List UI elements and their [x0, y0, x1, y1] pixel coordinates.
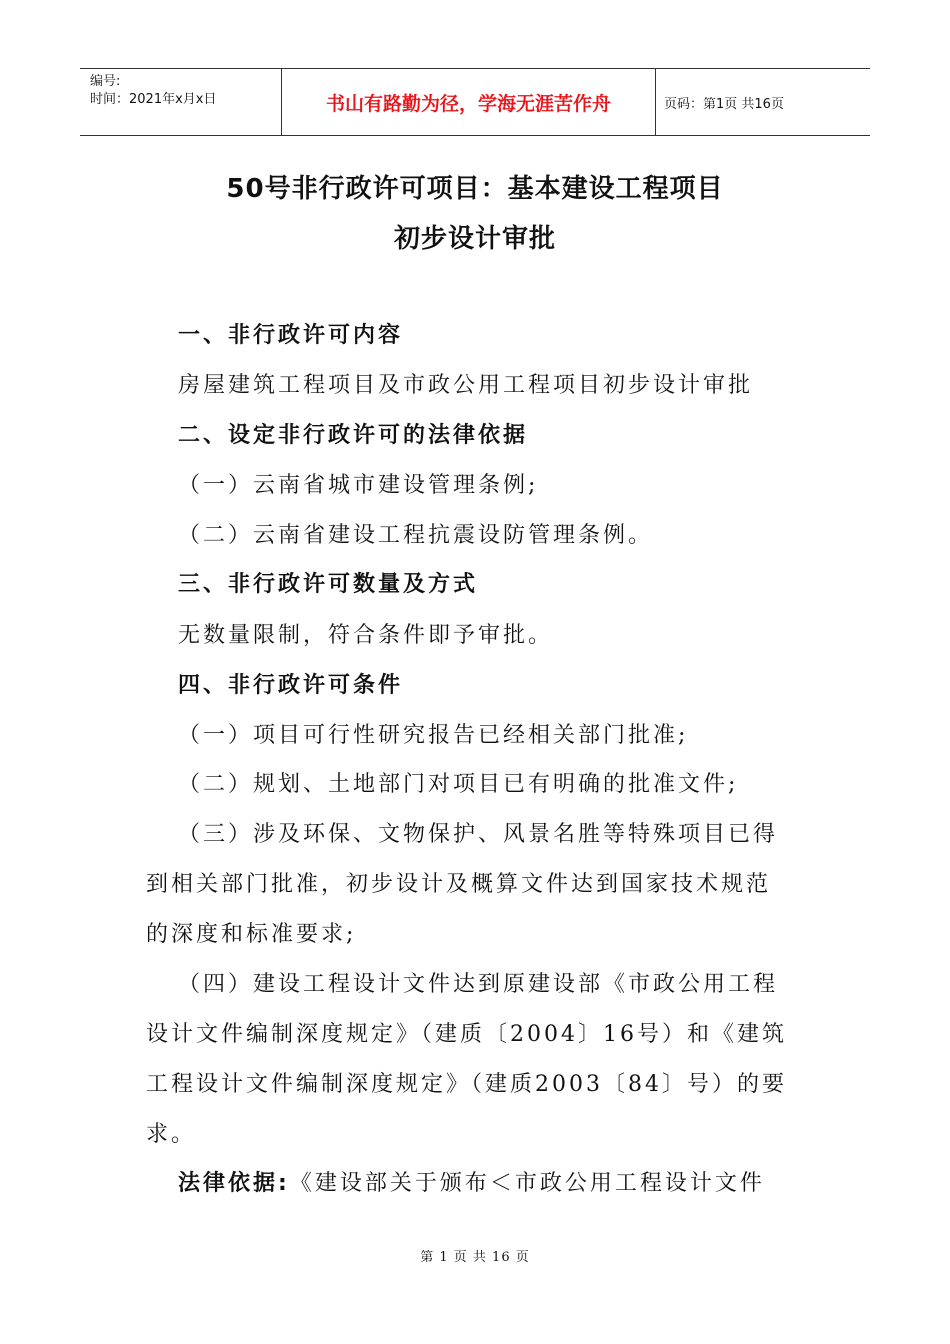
- paragraph-4a: （一）项目可行性研究报告已经相关部门批准;: [178, 723, 689, 748]
- paragraph-2a: （一）云南省城市建设管理条例;: [178, 473, 539, 498]
- doc-title-line2: 初步设计审批: [393, 224, 556, 254]
- header-motto: 书山有路勤为径，学海无涯苦作舟: [282, 69, 656, 135]
- paragraph-1: 房屋建筑工程项目及市政公用工程项目初步设计审批: [178, 373, 754, 398]
- legal-basis-text: 《建设部关于颁布＜市政公用工程设计文件: [289, 1171, 765, 1196]
- legal-basis-line: [178, 1166, 765, 1197]
- paragraph-4d-line3: 工程设计文件编制深度规定》（建质2003〔84〕号）的要: [146, 1072, 787, 1097]
- legal-basis-label: 法律依据:: [178, 1171, 290, 1196]
- code-label: 编号:: [90, 74, 121, 89]
- paragraph-4d-line1: （四）建设工程设计文件达到原建设部《市政公用工程: [178, 972, 779, 997]
- paragraph-4c-line1: （三）涉及环保、文物保护、风景名胜等特殊项目已得: [178, 822, 779, 847]
- paragraph-3: 无数量限制，符合条件即予审批。: [178, 623, 554, 648]
- time-text: 时间：2021年x月x日: [90, 92, 217, 107]
- paragraph-4c-line3: 的深度和标准要求;: [146, 922, 357, 947]
- page-header: [80, 68, 870, 136]
- header-page-info: 页码：第1页 共16页: [664, 96, 784, 112]
- doc-title-line1: 50号非行政许可项目：基本建设工程项目: [226, 174, 724, 204]
- page-footer: 第 1 页 共 16 页: [420, 1250, 530, 1265]
- paragraph-2b: （二）云南省建设工程抗震设防管理条例。: [178, 523, 654, 548]
- section-heading-4: 四、非行政许可条件: [178, 673, 404, 698]
- paragraph-4d-line4: 求。: [146, 1122, 197, 1147]
- paragraph-4c-line2: 到相关部门批准，初步设计及概算文件达到国家技术规范: [146, 872, 772, 897]
- paragraph-4d-line2: 设计文件编制深度规定》（建质〔2004〕16号）和《建筑: [146, 1022, 787, 1047]
- paragraph-4b: （二）规划、土地部门对项目已有明确的批准文件;: [178, 772, 739, 797]
- section-heading-1: 一、非行政许可内容: [178, 323, 404, 348]
- section-heading-2: 二、设定非行政许可的法律依据: [178, 423, 529, 448]
- header-meta: [80, 69, 282, 135]
- section-heading-3: 三、非行政许可数量及方式: [178, 572, 479, 597]
